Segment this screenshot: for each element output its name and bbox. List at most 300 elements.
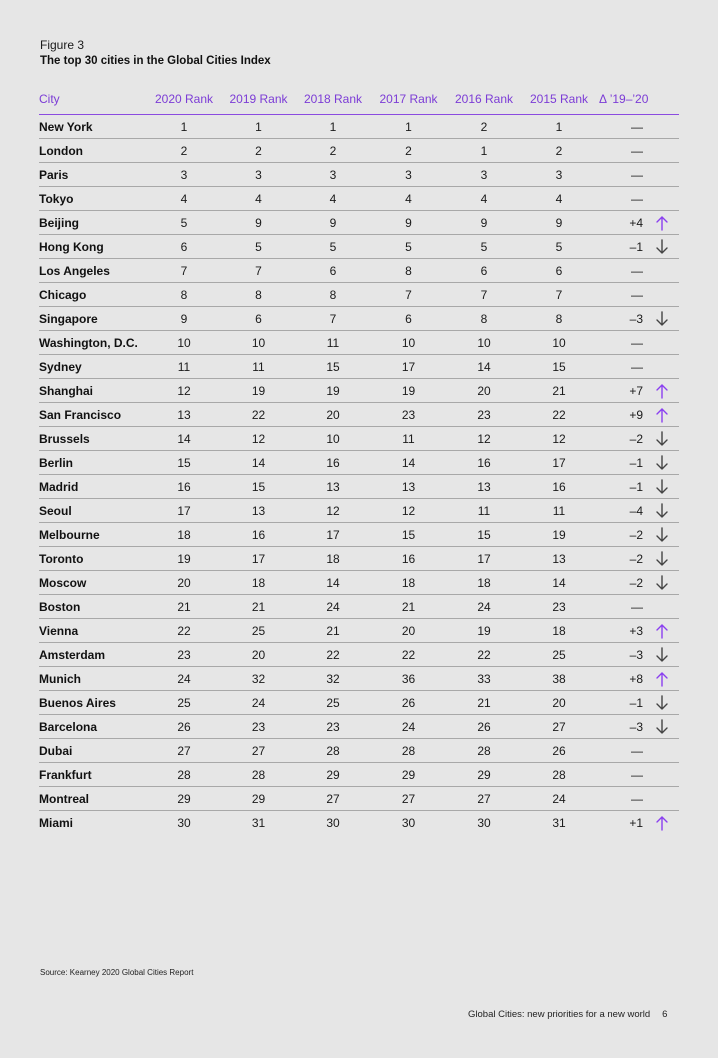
rank-2020-cell: 12 (145, 379, 223, 403)
rank-2020-cell: 5 (145, 211, 223, 235)
rank-2017-cell: 5 (372, 235, 445, 259)
table-row (39, 787, 679, 811)
rank-2018-cell: 28 (294, 739, 372, 763)
table-row (39, 427, 679, 451)
trend-cell (645, 619, 679, 643)
rank-2020-cell: 7 (145, 259, 223, 283)
delta-cell: +4 (595, 211, 645, 235)
rank-2016-cell: 15 (445, 523, 523, 547)
rank-2018-cell: 25 (294, 691, 372, 715)
rank-2017-cell: 36 (372, 667, 445, 691)
rank-2020-cell: 20 (145, 571, 223, 595)
rank-2020-cell: 21 (145, 595, 223, 619)
arrow-up-icon (655, 407, 669, 423)
arrow-down-icon (655, 527, 669, 543)
header-2019-rank: 2019 Rank (223, 86, 294, 115)
rank-2015-cell: 18 (523, 619, 595, 643)
table-row (39, 715, 679, 739)
rank-2020-cell: 28 (145, 763, 223, 787)
delta-cell: — (595, 139, 645, 163)
city-name: San Francisco (39, 403, 145, 427)
trend-cell (645, 547, 679, 571)
arrow-down-icon (655, 719, 669, 735)
arrow-down-icon (655, 551, 669, 567)
rank-2017-cell: 16 (372, 547, 445, 571)
rank-2015-cell: 8 (523, 307, 595, 331)
rank-2019-cell: 29 (223, 787, 294, 811)
header-2020-rank: 2020 Rank (145, 86, 223, 115)
rank-2017-cell: 11 (372, 427, 445, 451)
city-name: London (39, 139, 145, 163)
rank-2017-cell: 22 (372, 643, 445, 667)
trend-cell (645, 355, 679, 379)
rank-2017-cell: 19 (372, 379, 445, 403)
rank-2017-cell: 1 (372, 115, 445, 139)
rank-2020-cell: 6 (145, 235, 223, 259)
rank-2017-cell: 9 (372, 211, 445, 235)
rank-2017-cell: 29 (372, 763, 445, 787)
rank-2017-cell: 24 (372, 715, 445, 739)
rank-2016-cell: 24 (445, 595, 523, 619)
city-name: Washington, D.C. (39, 331, 145, 355)
delta-cell: –4 (595, 499, 645, 523)
rank-2017-cell: 4 (372, 187, 445, 211)
arrow-up-icon (655, 383, 669, 399)
rank-2016-cell: 19 (445, 619, 523, 643)
rank-2019-cell: 20 (223, 643, 294, 667)
rank-2019-cell: 17 (223, 547, 294, 571)
city-name: Amsterdam (39, 643, 145, 667)
rank-2016-cell: 12 (445, 427, 523, 451)
rank-2015-cell: 14 (523, 571, 595, 595)
trend-cell (645, 139, 679, 163)
city-name: Tokyo (39, 187, 145, 211)
delta-cell: –3 (595, 643, 645, 667)
rank-2019-cell: 32 (223, 667, 294, 691)
rank-2020-cell: 14 (145, 427, 223, 451)
rank-2018-cell: 10 (294, 427, 372, 451)
table-row (39, 595, 679, 619)
delta-cell: –1 (595, 475, 645, 499)
rank-2015-cell: 26 (523, 739, 595, 763)
rank-2020-cell: 29 (145, 787, 223, 811)
rank-2015-cell: 4 (523, 187, 595, 211)
city-name: Berlin (39, 451, 145, 475)
rank-2015-cell: 11 (523, 499, 595, 523)
arrow-down-icon (655, 479, 669, 495)
rank-2019-cell: 7 (223, 259, 294, 283)
rank-2020-cell: 19 (145, 547, 223, 571)
rank-2015-cell: 17 (523, 451, 595, 475)
header-delta: Δ ’19–’20 (595, 86, 679, 115)
rank-2020-cell: 3 (145, 163, 223, 187)
rank-2017-cell: 8 (372, 259, 445, 283)
trend-cell (645, 211, 679, 235)
rank-2016-cell: 5 (445, 235, 523, 259)
rank-2015-cell: 9 (523, 211, 595, 235)
rank-2018-cell: 24 (294, 595, 372, 619)
city-name: Frankfurt (39, 763, 145, 787)
delta-cell: — (595, 763, 645, 787)
rank-2018-cell: 5 (294, 235, 372, 259)
rank-2018-cell: 4 (294, 187, 372, 211)
rank-2016-cell: 29 (445, 763, 523, 787)
table-row (39, 187, 679, 211)
city-name: Shanghai (39, 379, 145, 403)
city-name: Seoul (39, 499, 145, 523)
rank-2016-cell: 9 (445, 211, 523, 235)
rank-2017-cell: 12 (372, 499, 445, 523)
delta-cell: — (595, 355, 645, 379)
rank-2017-cell: 10 (372, 331, 445, 355)
rank-2018-cell: 8 (294, 283, 372, 307)
rank-2017-cell: 2 (372, 139, 445, 163)
rank-2019-cell: 28 (223, 763, 294, 787)
trend-cell (645, 451, 679, 475)
rank-2016-cell: 26 (445, 715, 523, 739)
rank-2020-cell: 11 (145, 355, 223, 379)
rank-2015-cell: 21 (523, 379, 595, 403)
arrow-down-icon (655, 311, 669, 327)
rank-2020-cell: 23 (145, 643, 223, 667)
table-row (39, 763, 679, 787)
rank-2016-cell: 28 (445, 739, 523, 763)
rank-2018-cell: 22 (294, 643, 372, 667)
delta-cell: — (595, 115, 645, 139)
rank-2015-cell: 5 (523, 235, 595, 259)
table-row (39, 499, 679, 523)
rank-2019-cell: 13 (223, 499, 294, 523)
rank-2016-cell: 8 (445, 307, 523, 331)
rank-2018-cell: 30 (326, 815, 340, 830)
footer-title: Global Cities: new priorities for a new world (468, 1009, 651, 1020)
rank-2020-cell: 26 (145, 715, 223, 739)
arrow-up-icon (655, 215, 669, 231)
city-name: Paris (39, 163, 145, 187)
rank-2017-cell: 26 (372, 691, 445, 715)
rank-2016-cell: 23 (445, 403, 523, 427)
rank-2016-cell: 18 (445, 571, 523, 595)
city-name: Barcelona (39, 715, 145, 739)
arrow-up-icon (655, 815, 669, 831)
rank-2020-cell: 8 (145, 283, 223, 307)
trend-cell (645, 331, 679, 355)
delta-cell: –1 (595, 235, 645, 259)
table-row (39, 163, 679, 187)
arrow-down-icon (655, 431, 669, 447)
rank-2019-cell: 27 (223, 739, 294, 763)
city-name: Los Angeles (39, 259, 145, 283)
delta-cell: –1 (595, 451, 645, 475)
rankings-table (39, 86, 679, 834)
trend-cell (645, 403, 679, 427)
trend-cell (645, 499, 679, 523)
rank-2018-cell: 27 (294, 787, 372, 811)
table-row (39, 571, 679, 595)
rank-2018-cell: 23 (294, 715, 372, 739)
rank-2019-cell: 23 (223, 715, 294, 739)
table-row (39, 307, 679, 331)
table-row (39, 739, 679, 763)
table-row (39, 619, 679, 643)
rank-2015-cell: 1 (523, 115, 595, 139)
city-name: Brussels (39, 427, 145, 451)
city-name: Dubai (39, 739, 145, 763)
rank-2017-cell: 27 (372, 787, 445, 811)
delta-cell: –2 (595, 523, 645, 547)
arrow-up-icon (655, 623, 669, 639)
rank-2016-cell: 1 (445, 139, 523, 163)
rank-2020-cell: 15 (145, 451, 223, 475)
rank-2015-cell: 27 (523, 715, 595, 739)
rank-2018-cell: 2 (294, 139, 372, 163)
city-name: Moscow (39, 571, 145, 595)
city-name: Hong Kong (39, 235, 145, 259)
rank-2018-cell: 6 (294, 259, 372, 283)
rank-2015-cell: 38 (523, 667, 595, 691)
rank-2016-cell: 22 (445, 643, 523, 667)
trend-cell (645, 643, 679, 667)
delta-cell: –1 (595, 691, 645, 715)
trend-cell (645, 235, 679, 259)
rank-2015-cell: 31 (552, 815, 566, 830)
table-row (39, 211, 679, 235)
rank-2016-cell: 16 (445, 451, 523, 475)
rank-2019-cell: 11 (223, 355, 294, 379)
arrow-down-icon (655, 695, 669, 711)
rank-2019-cell: 10 (223, 331, 294, 355)
rank-2019-cell: 3 (223, 163, 294, 187)
delta-cell: +8 (595, 667, 645, 691)
rank-2015-cell: 13 (523, 547, 595, 571)
rank-2019-cell: 12 (223, 427, 294, 451)
trend-cell (645, 691, 679, 715)
trend-cell (645, 739, 679, 763)
rank-2017-cell: 18 (372, 571, 445, 595)
trend-cell (645, 787, 679, 811)
delta-cell: –3 (595, 715, 645, 739)
rank-2018-cell: 32 (294, 667, 372, 691)
delta-cell: — (595, 595, 645, 619)
table-header-row (39, 86, 679, 115)
trend-cell (645, 307, 679, 331)
city-name: Chicago (39, 283, 145, 307)
rank-2018-cell: 19 (294, 379, 372, 403)
rank-2017-cell: 20 (372, 619, 445, 643)
rank-2019-cell: 15 (223, 475, 294, 499)
figure-label: Figure 3 (40, 38, 85, 52)
table-row (39, 691, 679, 715)
trend-cell (645, 523, 679, 547)
rank-2018-cell: 21 (294, 619, 372, 643)
rank-2017-cell: 14 (372, 451, 445, 475)
trend-cell (645, 571, 679, 595)
trend-cell (645, 187, 679, 211)
page-footer (468, 1009, 667, 1020)
rank-2017-cell: 13 (372, 475, 445, 499)
rank-2015-cell: 23 (523, 595, 595, 619)
arrow-up-icon (655, 671, 669, 687)
rank-2018-cell: 15 (294, 355, 372, 379)
rank-2015-cell: 25 (523, 643, 595, 667)
rank-2015-cell: 12 (523, 427, 595, 451)
rank-2019-cell: 19 (223, 379, 294, 403)
delta-cell: — (595, 787, 645, 811)
delta-cell: –2 (595, 571, 645, 595)
rank-2018-cell: 20 (294, 403, 372, 427)
delta-cell: — (595, 259, 645, 283)
rank-2020-cell: 4 (145, 187, 223, 211)
city-name: Montreal (39, 787, 145, 811)
rank-2018-cell: 17 (294, 523, 372, 547)
rank-2019-cell: 9 (223, 211, 294, 235)
delta-cell: — (595, 163, 645, 187)
rank-2015-cell: 20 (523, 691, 595, 715)
rank-2019-cell: 4 (223, 187, 294, 211)
table-row (39, 283, 679, 307)
trend-cell (645, 115, 679, 139)
delta-cell: — (595, 331, 645, 355)
rank-2019-cell: 22 (223, 403, 294, 427)
rank-2016-cell: 4 (445, 187, 523, 211)
city-name: Melbourne (39, 523, 145, 547)
table-row (39, 355, 679, 379)
city-name: Madrid (39, 475, 145, 499)
trend-cell (645, 259, 679, 283)
delta-cell: +3 (595, 619, 645, 643)
rank-2017-cell: 23 (372, 403, 445, 427)
rank-2018-cell: 16 (294, 451, 372, 475)
rank-2018-cell: 29 (294, 763, 372, 787)
rank-2020-cell: 2 (145, 139, 223, 163)
table-row (39, 115, 679, 139)
rank-2020-cell: 16 (145, 475, 223, 499)
rank-2016-cell: 7 (445, 283, 523, 307)
trend-cell (645, 475, 679, 499)
rank-2016-cell: 30 (477, 815, 491, 830)
rank-2017-cell: 15 (372, 523, 445, 547)
delta-cell: — (595, 283, 645, 307)
delta-cell: +9 (595, 403, 645, 427)
city-name: New York (39, 115, 145, 139)
arrow-down-icon (655, 647, 669, 663)
rank-2015-cell: 28 (523, 763, 595, 787)
rank-2017-cell: 3 (372, 163, 445, 187)
rank-2020-cell: 25 (145, 691, 223, 715)
rank-2018-cell: 18 (294, 547, 372, 571)
rank-2016-cell: 21 (445, 691, 523, 715)
rank-2016-cell: 11 (445, 499, 523, 523)
rank-2019-cell: 1 (223, 115, 294, 139)
rank-2017-cell: 6 (372, 307, 445, 331)
table-row (39, 475, 679, 499)
table-body (39, 115, 679, 835)
rank-2019-cell: 8 (223, 283, 294, 307)
rank-2015-cell: 15 (523, 355, 595, 379)
table-row (39, 547, 679, 571)
rank-2018-cell: 9 (294, 211, 372, 235)
arrow-down-icon (655, 455, 669, 471)
delta-cell: –2 (595, 547, 645, 571)
table-row (39, 451, 679, 475)
rank-2018-cell: 12 (294, 499, 372, 523)
rank-2016-cell: 13 (445, 475, 523, 499)
arrow-down-icon (655, 575, 669, 591)
rank-2015-cell: 2 (523, 139, 595, 163)
header-2015-rank: 2015 Rank (523, 86, 595, 115)
table-row (39, 523, 679, 547)
rank-2020-cell: 30 (177, 815, 191, 830)
rank-2018-cell: 3 (294, 163, 372, 187)
rank-2016-cell: 3 (445, 163, 523, 187)
rank-2019-cell: 21 (223, 595, 294, 619)
rank-2020-cell: 1 (145, 115, 223, 139)
rank-2019-cell: 5 (223, 235, 294, 259)
rank-2019-cell: 24 (223, 691, 294, 715)
rank-2018-cell: 14 (294, 571, 372, 595)
city-name: Munich (39, 667, 145, 691)
rank-2019-cell: 25 (223, 619, 294, 643)
delta-cell: — (595, 187, 645, 211)
table-row (39, 811, 679, 835)
table-row (39, 331, 679, 355)
header-2018-rank: 2018 Rank (294, 86, 372, 115)
header-2016-rank: 2016 Rank (445, 86, 523, 115)
rank-2016-cell: 2 (445, 115, 523, 139)
rank-2016-cell: 20 (445, 379, 523, 403)
rank-2017-cell: 28 (372, 739, 445, 763)
figure-title: The top 30 cities in the Global Cities Index (40, 55, 271, 67)
rank-2019-cell: 2 (223, 139, 294, 163)
trend-cell (645, 763, 679, 787)
trend-cell (645, 283, 679, 307)
table-row (39, 259, 679, 283)
city-name: Vienna (39, 619, 145, 643)
rank-2018-cell: 13 (294, 475, 372, 499)
city-name: Miami (39, 815, 74, 830)
rank-2015-cell: 19 (523, 523, 595, 547)
table-row (39, 643, 679, 667)
city-name: Buenos Aires (39, 691, 145, 715)
table-row (39, 139, 679, 163)
rank-2017-cell: 7 (372, 283, 445, 307)
rank-2020-cell: 22 (145, 619, 223, 643)
delta-cell: –2 (595, 427, 645, 451)
rank-2018-cell: 1 (294, 115, 372, 139)
delta-cell: –3 (595, 307, 645, 331)
rank-2019-cell: 18 (223, 571, 294, 595)
table-row (39, 379, 679, 403)
rank-2017-cell: 21 (372, 595, 445, 619)
rank-2017-cell: 30 (401, 815, 416, 830)
table-row (39, 667, 679, 691)
rank-2015-cell: 6 (523, 259, 595, 283)
trend-cell (645, 715, 679, 739)
arrow-down-icon (655, 503, 669, 519)
rank-2018-cell: 11 (294, 331, 372, 355)
trend-cell (645, 595, 679, 619)
rank-2016-cell: 17 (445, 547, 523, 571)
rank-2020-cell: 10 (145, 331, 223, 355)
trend-cell (645, 163, 679, 187)
page-number: 6 (662, 1009, 668, 1020)
rank-2019-cell: 31 (251, 815, 266, 830)
rank-2020-cell: 17 (145, 499, 223, 523)
delta-cell: — (595, 739, 645, 763)
city-name: Sydney (39, 355, 145, 379)
city-name: Singapore (39, 307, 145, 331)
header-city: City (39, 86, 145, 115)
